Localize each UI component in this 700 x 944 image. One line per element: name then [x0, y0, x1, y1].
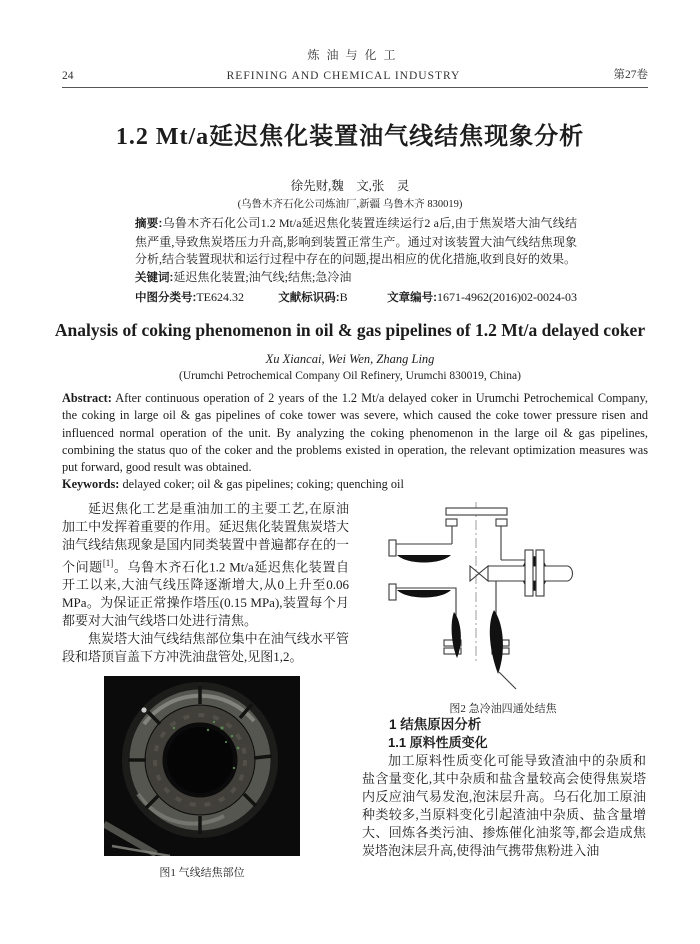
keywords-cn: [135, 269, 577, 288]
article-title-cn: 1.2 Mt/a延迟焦化装置油气线结焦现象分析: [115, 124, 585, 150]
keywords-label-cn: 关键词:: [135, 271, 174, 284]
body-paragraph-3: 加工原料性质变化可能导致渣油中的杂质和盐含量变化,其中杂质和盐含量较高会使得焦炭塔内反应油气易发泡,泡沫层升高。乌石化加工原油种类较多,当原料变化引起渣油中杂质、盐含量增大、回炼各类污油、掺炼催化油浆等,都会造成焦炭塔泡沫层升高,使得油气携带焦粉进入油: [362, 753, 646, 858]
page-number: 24: [62, 70, 74, 82]
abstract-label-en: Abstract:: [62, 391, 112, 405]
body-paragraph-1: 延迟焦化工艺是重油加工的主要工艺,在原油加工中发挥着重要的作用。延迟焦化装置焦炭塔大油气线结焦现象是国内同类装置中普遍都存在的一个问题[1]。乌鲁木齐石化1.2 Mt/a延迟焦化装置自开工以来,大油气线压降逐渐增大,从0上升至0.06 MPa。为保证正常操作塔压(0.15 MPa),装置每个月都要对大油气线塔口处进行清焦。: [62, 501, 349, 629]
meta-row: [135, 289, 577, 308]
keywords-text-en: delayed coker; oil & gas pipelines; coking; quenching oil: [122, 477, 404, 492]
authors-cn: 徐先财,魏 文,张 灵: [290, 179, 410, 193]
keywords-text-cn: 延迟焦化装置;油气线;结焦;急冷油: [173, 269, 352, 284]
body-paragraph-2: 焦炭塔大油气线结焦部位集中在油气线水平管段和塔顶盲盖下方冲洗油盘管处,见图1,2。: [62, 631, 349, 665]
section-1-heading: 1 结焦原因分析: [389, 717, 482, 732]
figure2-diagram: [384, 500, 622, 692]
keywords-label-en: Keywords:: [62, 477, 120, 492]
abstract-cn: [135, 215, 577, 269]
journal-name-en: REFINING AND CHEMICAL INDUSTRY: [226, 70, 461, 82]
abstract-en: [62, 390, 648, 476]
left-column: [62, 500, 349, 880]
journal-header-row: [62, 66, 648, 88]
abstract-text-cn: 乌鲁木齐石化公司1.2 Mt/a延迟焦化装置连续运行2 a后,由于焦炭塔大油气线结焦严重,导致焦炭塔压力升高,影响到装置正常生产。通过对该装置大油气线结焦现象分析,结合装置现状和运行过程中存在的问题,提出相应的优化措施,收到良好的效果。: [135, 216, 577, 266]
figure-1: [104, 676, 300, 880]
figure-2: [384, 500, 622, 716]
abstract-text-en: After continuous operation of 2 years of the 1.2 Mt/a delayed coker in Urumchi Petrochemical Company, the coking in large oil & gas pipelines of coke tower was severe, which caused the coke tower pressure risen and influenced normal operation of the unit. By analyzing the coking phenomenon in the large oil & gas pipelines, combining the status quo of the coker and the problems existed in operation, the relevant optimization measures was put forward, good result was obtained.: [62, 391, 648, 475]
figure1-photo: [104, 676, 300, 856]
figure2-caption: 图2 急冷油四通处结焦: [449, 703, 557, 715]
keywords-en: [62, 476, 648, 493]
article-title-en: Analysis of coking phenomenon in oil & gas pipelines of 1.2 Mt/a delayed coker: [54, 320, 646, 340]
figure1-caption: 图1 气线结焦部位: [159, 867, 245, 880]
affiliation-cn: (乌鲁木齐石化公司炼油厂,新疆 乌鲁木齐 830019): [237, 199, 463, 210]
abstract-block-cn: [135, 215, 577, 308]
affiliation-en: (Urumchi Petrochemical Company Oil Refinery, Urumchi 830019, China): [179, 370, 521, 382]
article-number: 文章编号:1671-4962(2016)02-0024-03: [387, 290, 577, 304]
volume-number: 第27卷: [613, 69, 648, 81]
journal-name-cn: 炼油与化工: [307, 48, 403, 62]
section-1-1-heading: 1.1 原料性质变化: [388, 735, 488, 750]
document-code: 文献标识码:B: [278, 290, 348, 304]
right-column: [362, 500, 646, 860]
clc-number: 中图分类号:TE624.32: [135, 290, 245, 304]
authors-en: Xu Xiancai, Wei Wen, Zhang Ling: [265, 352, 435, 366]
page-header: [62, 46, 648, 88]
abstract-block-en: [62, 390, 648, 494]
reference-mark: [1]: [102, 558, 114, 568]
abstract-label-cn: 摘要:: [135, 218, 163, 230]
